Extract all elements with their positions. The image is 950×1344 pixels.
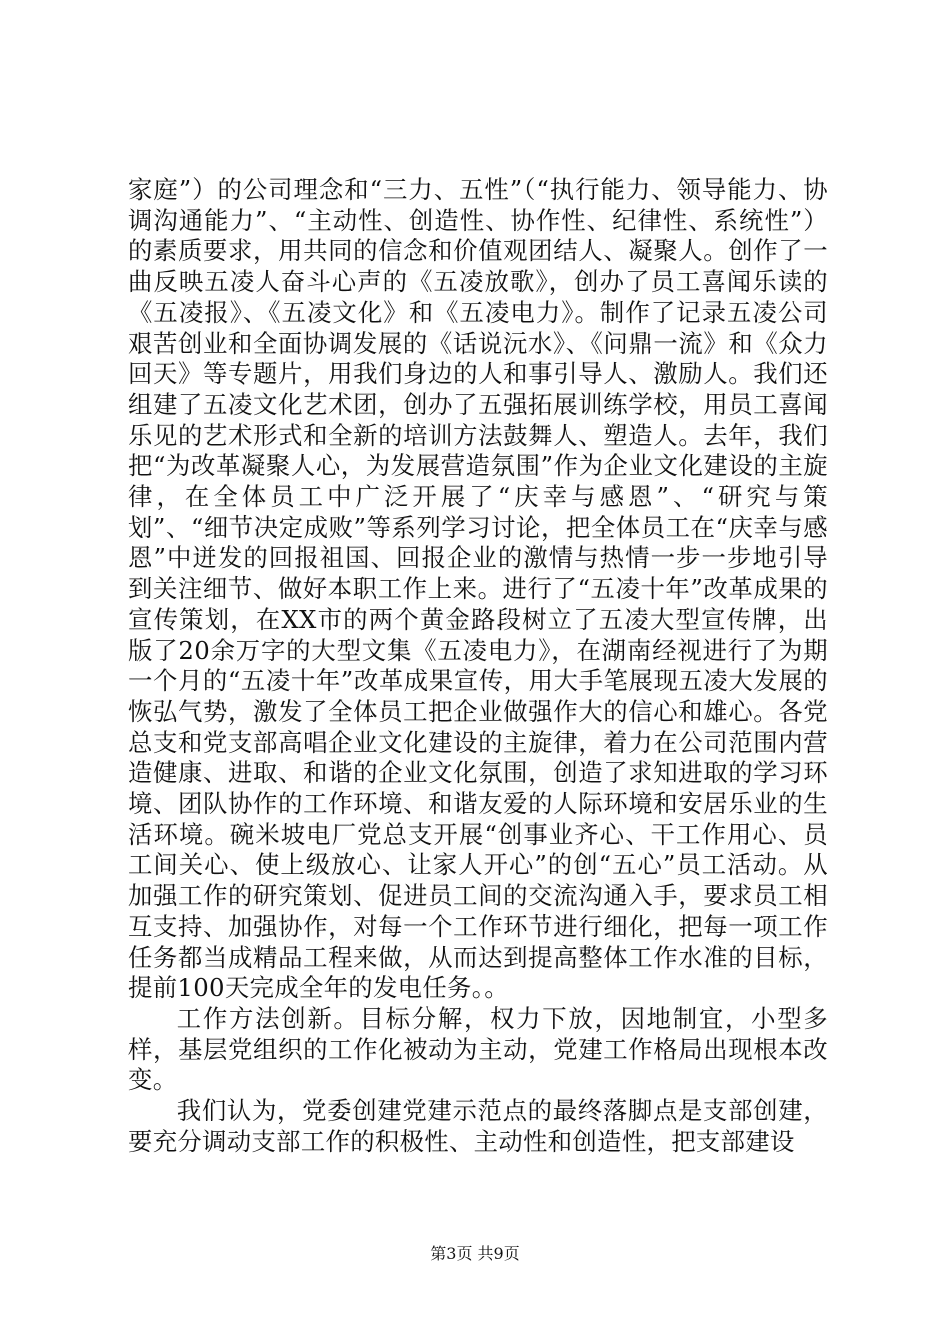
paragraph-3: 我们认为，党委创建党建示范点的最终落脚点是支部创建，要充分调动支部工作的积极性、主动性和创造性，把支部建设	[128, 1096, 828, 1156]
paragraph-2: 工作方法创新。目标分解，权力下放，因地制宜，小型多样，基层党组织的工作化被动为主动，党建工作格局出现根本改变。	[128, 1003, 828, 1095]
page-number-label: 第3页 共9页	[430, 1244, 520, 1263]
document-body	[128, 175, 828, 1158]
page-footer	[0, 1244, 950, 1264]
paragraph-1: 家庭”）的公司理念和“三力、五性”（“执行能力、领导能力、协调沟通能力”、“主动性、创造性、协作性、纪律性、系统性”）的素质要求，用共同的信念和价值观团结人、凝聚人。创作了一曲反映五凌人奋斗心声的《五凌放歌》，创办了员工喜闻乐读的《五凌报》、《五凌文化》和《五凌电力》。制作了记录五凌公司艰苦创业和全面协调发展的《话说沅水》、《问鼎一流》和《众力回天》等专题片，用我们身边的人和事引导人、激励人。我们还组建了五凌文化艺术团，创办了五强拓展训练学校，用员工喜闻乐见的艺术形式和全新的培训方法鼓舞人、塑造人。去年，我们把“为改革凝聚人心，为发展营造氛围”作为企业文化建设的主旋律，在全体员工中广泛开展了“庆幸与感恩”、“研究与策划”、“细节决定成败”等系列学习讨论，把全体员工在“庆幸与感恩”中迸发的回报祖国、回报企业的激情与热情一步一步地引导到关注细节、做好本职工作上来。进行了“五凌十年”改革成果的宣传策划，在XX市的两个黄金路段树立了五凌大型宣传牌，出版了20余万字的大型文集《五凌电力》，在湖南经视进行了为期一个月的“五凌十年”改革成果宣传，用大手笔展现五凌大发展的恢弘气势，激发了全体员工把企业做强作大的信心和雄心。各党总支和党支部高唱企业文化建设的主旋律，着力在公司范围内营造健康、进取、和谐的企业文化氛围，创造了求知进取的学习环境、团队协作的工作环境、和谐友爱的人际环境和安居乐业的生活环境。碗米坡电厂党总支开展“创事业齐心、干工作用心、员工间关心、使上级放心、让家人开心”的创“五心”员工活动。从加强工作的研究策划、促进员工间的交流沟通入手，要求员工相互支持、加强协作，对每一个工作环节进行细化，把每一项工作任务都当成精品工程来做，从而达到提高整体工作水准的目标，提前100天完成全年的发电任务。。	[128, 175, 828, 1003]
